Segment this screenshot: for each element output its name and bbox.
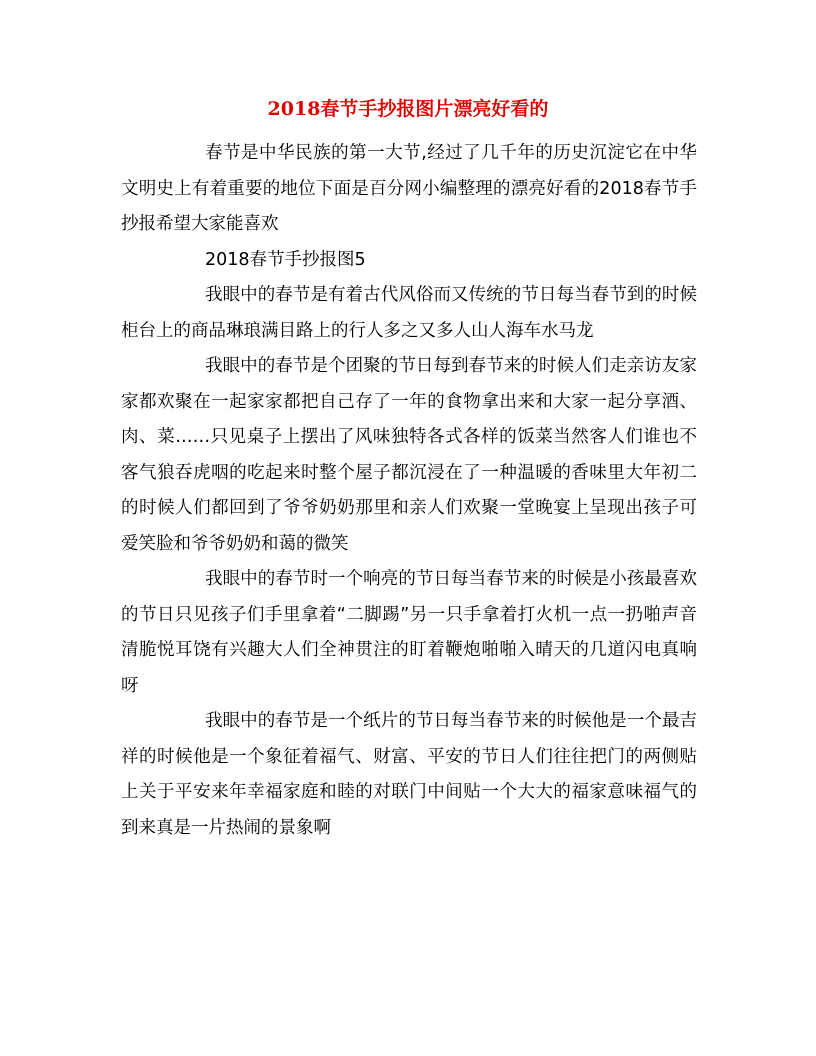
body-paragraph: 我眼中的春节是个团聚的节日每到春节来的时候人们走亲访友家家都欢聚在一起家家都把自己存了一年的食物拿出来和大家一起分享酒、肉、菜……只见桌子上摆出了风味独特各式各样的饭菜当然客人们谁也不客气狼吞虎咽的吃起来时整个屋子都沉浸在了一种温暖的香味里大年初二的时候人们都回到了爷爷奶奶那里和亲人们欢聚一堂晚宴上呈现出孩子可爱笑脸和爷爷奶奶和蔼的微笑 <box>121 356 697 554</box>
document-title: 2018春节手抄报图片漂亮好看的 <box>267 98 549 120</box>
intro-paragraph: 春节是中华民族的第一大节,经过了几千年的历史沉淀它在中华文明史上有着重要的地位下面是百分网小编整理的漂亮好看的2018春节手抄报希望大家能喜欢 <box>121 143 697 234</box>
body-paragraph: 我眼中的春节是一个纸片的节日每当春节来的时候他是一个最吉祥的时候他是一个象征着福气、财富、平安的节日人们往往把门的两侧贴上关于平安来年幸福家庭和睦的对联门中间贴一个大大的福家意味福气的到来真是一片热闹的景象啊 <box>121 711 697 838</box>
image-subheading: 2018春节手抄报图5 <box>205 249 366 270</box>
body-paragraph: 我眼中的春节是有着古代风俗而又传统的节日每当春节到的时候柜台上的商品琳琅满目路上的行人多之又多人山人海车水马龙 <box>121 285 697 341</box>
document-body <box>121 136 697 846</box>
body-paragraph: 我眼中的春节时一个响亮的节日每当春节来的时候是小孩最喜欢的节日只见孩子们手里拿着“二脚踢”另一只手拿着打火机一点一扔啪声音清脆悦耳饶有兴趣大人们全神贯注的盯着鞭炮啪啪入晴天的几道闪电真响呀 <box>121 569 697 696</box>
